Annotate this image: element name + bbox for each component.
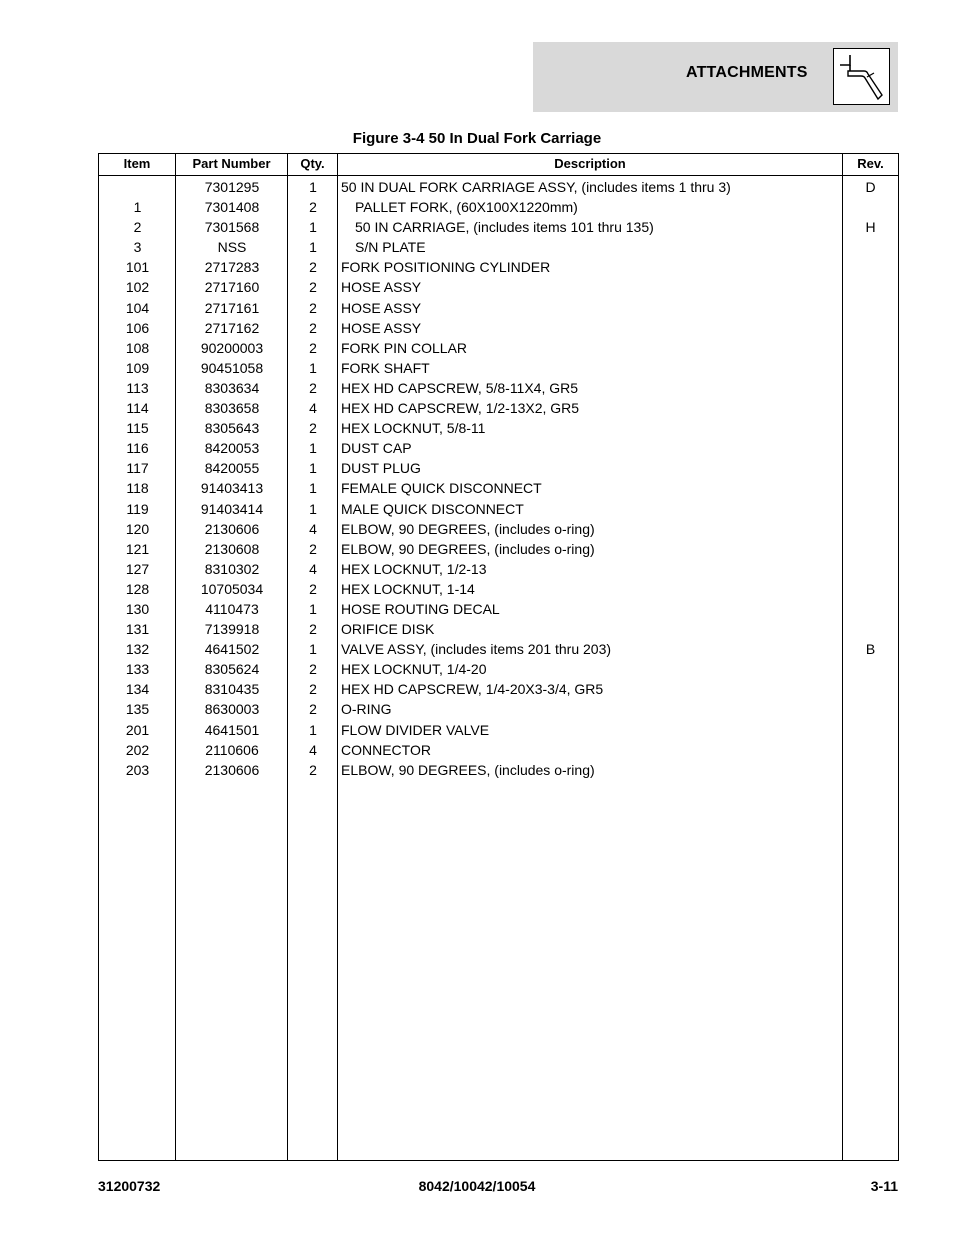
quantity: 1 — [309, 239, 317, 256]
item-number: 3 — [133, 239, 142, 256]
item-number: 114 — [126, 400, 149, 417]
part-number: 4110473 — [205, 600, 259, 617]
quantity: 1 — [309, 460, 317, 477]
quantity: 2 — [309, 379, 317, 396]
item-number: 101 — [125, 259, 150, 276]
description: HOSE ASSY — [341, 279, 422, 296]
description: HOSE ASSY — [341, 299, 422, 316]
model-numbers: 8042/10042/10054 — [418, 1178, 536, 1194]
description: FORK PIN COLLAR — [341, 339, 468, 356]
column-header-part-number: Part Number — [192, 156, 271, 171]
description: DUST PLUG — [341, 460, 421, 477]
part-number: 2130606 — [204, 761, 260, 778]
item-number: 1 — [133, 199, 142, 216]
table-row — [99, 257, 898, 277]
table-row — [99, 539, 898, 559]
revision: B — [865, 641, 876, 658]
table-row — [99, 559, 898, 579]
description: PALLET FORK, (60X100X1220mm) — [355, 199, 578, 216]
table-row — [99, 760, 898, 780]
description: 50 IN CARRIAGE, (includes items 101 thru 135) — [355, 219, 654, 236]
table-row — [99, 639, 898, 659]
part-number: 8310302 — [204, 560, 260, 577]
quantity: 2 — [309, 279, 317, 296]
part-number: 4641502 — [204, 641, 260, 658]
description: DUST CAP — [341, 440, 412, 457]
table-row — [99, 499, 898, 519]
item-number: 128 — [125, 580, 150, 597]
item-number: 104 — [125, 299, 150, 316]
quantity: 2 — [309, 580, 317, 597]
table-row — [99, 458, 898, 478]
part-number: 8630003 — [204, 701, 260, 718]
part-number: 7301295 — [204, 179, 260, 195]
revision: H — [865, 219, 876, 236]
quantity: 1 — [309, 480, 317, 497]
item-number: 131 — [125, 621, 150, 638]
item-number: 120 — [125, 520, 150, 537]
part-number: 8420053 — [204, 440, 260, 457]
description: FORK SHAFT — [341, 359, 430, 376]
header-divider — [99, 175, 898, 176]
item-number: 121 — [125, 540, 150, 557]
quantity: 1 — [309, 440, 317, 457]
description: HEX LOCKNUT, 1/2-13 — [341, 560, 487, 577]
item-number: 132 — [125, 641, 150, 658]
page-number: 3-11 — [870, 1178, 898, 1194]
revision: D — [865, 179, 876, 195]
item-number: 133 — [125, 661, 150, 678]
table-row — [99, 619, 898, 639]
quantity: 4 — [309, 560, 317, 577]
description: HEX HD CAPSCREW, 1/2-13X2, GR5 — [341, 400, 580, 417]
quantity: 2 — [309, 661, 317, 678]
table-row — [99, 720, 898, 740]
table-row — [99, 418, 898, 438]
table-row — [99, 217, 898, 237]
part-number: 7301408 — [204, 199, 260, 216]
item-number: 127 — [125, 560, 150, 577]
part-number: 8305624 — [204, 661, 260, 678]
table-row — [99, 659, 898, 679]
item-number: 203 — [125, 761, 150, 778]
part-number: 8420055 — [204, 460, 260, 477]
table-row — [99, 519, 898, 539]
item-number: 102 — [125, 279, 150, 296]
item-number: 134 — [125, 681, 150, 698]
quantity: 4 — [309, 400, 317, 417]
part-number: 7301568 — [204, 219, 260, 236]
item-number: 116 — [126, 440, 149, 457]
table-row — [99, 298, 898, 318]
description: FEMALE QUICK DISCONNECT — [341, 480, 542, 497]
description: HOSE ASSY — [341, 319, 422, 336]
description: ORIFICE DISK — [341, 621, 435, 638]
part-number: 2130606 — [204, 520, 260, 537]
description: HOSE ROUTING DECAL — [341, 600, 500, 617]
quantity: 2 — [309, 319, 317, 336]
part-number: 10705034 — [200, 580, 264, 597]
part-number: 7139918 — [204, 621, 260, 638]
item-number: 202 — [125, 741, 150, 758]
part-number: 2110606 — [205, 741, 259, 758]
column-header-qty: Qty. — [300, 156, 325, 171]
description: HEX HD CAPSCREW, 5/8-11X4, GR5 — [341, 379, 579, 396]
quantity: 2 — [309, 420, 317, 437]
item-number: 130 — [125, 600, 150, 617]
description: MALE QUICK DISCONNECT — [341, 500, 524, 517]
table-row — [99, 579, 898, 599]
table-row — [99, 277, 898, 297]
description: HEX LOCKNUT, 1-14 — [341, 580, 475, 597]
part-number: NSS — [217, 239, 247, 256]
part-number: 91403413 — [200, 480, 264, 497]
table-row — [99, 237, 898, 257]
part-number: 90451058 — [200, 359, 264, 376]
part-number: 90200003 — [200, 339, 264, 356]
description: 50 IN DUAL FORK CARRIAGE ASSY, (includes items 1 thru 3) — [341, 179, 731, 195]
column-header-description: Description — [554, 156, 626, 171]
quantity: 2 — [309, 540, 317, 557]
quantity: 2 — [309, 681, 317, 698]
section-title: ATTACHMENTS — [686, 64, 808, 81]
part-number: 2717160 — [204, 279, 260, 296]
item-number: 119 — [126, 500, 149, 517]
part-number: 8305643 — [204, 420, 260, 437]
item-number: 118 — [126, 480, 149, 497]
attachment-fork-icon — [833, 48, 890, 105]
part-number: 8303634 — [204, 379, 260, 396]
quantity: 1 — [309, 500, 317, 517]
column-header-item: Item — [123, 156, 151, 171]
quantity: 2 — [309, 761, 317, 778]
description: S/N PLATE — [355, 239, 426, 256]
table-row — [99, 398, 898, 418]
description: ELBOW, 90 DEGREES, (includes o-ring) — [341, 520, 595, 537]
item-number: 115 — [126, 420, 149, 437]
quantity: 1 — [309, 641, 317, 658]
description: ELBOW, 90 DEGREES, (includes o-ring) — [341, 540, 595, 557]
quantity: 1 — [309, 600, 317, 617]
table-row — [99, 478, 898, 498]
table-row — [99, 318, 898, 338]
quantity: 2 — [309, 701, 317, 718]
description: HEX HD CAPSCREW, 1/4-20X3-3/4, GR5 — [341, 681, 604, 698]
part-number: 91403414 — [200, 500, 264, 517]
description: CONNECTOR — [341, 741, 431, 758]
item-number: 2 — [133, 219, 142, 236]
description: VALVE ASSY, (includes items 201 thru 203) — [341, 641, 612, 658]
description: FLOW DIVIDER VALVE — [341, 721, 490, 738]
table-row — [99, 378, 898, 398]
item-number: 108 — [125, 339, 150, 356]
table-row — [99, 177, 898, 197]
table-row — [99, 699, 898, 719]
table-row — [99, 740, 898, 760]
item-number: 135 — [125, 701, 150, 718]
quantity: 1 — [309, 359, 317, 376]
column-header-rev: Rev. — [857, 156, 884, 171]
quantity: 2 — [309, 339, 317, 356]
table-row — [99, 197, 898, 217]
part-number: 8310435 — [204, 681, 260, 698]
item-number: 106 — [125, 319, 150, 336]
part-number: 2717283 — [204, 259, 260, 276]
table-row — [99, 679, 898, 699]
table-row — [99, 438, 898, 458]
quantity: 1 — [309, 179, 317, 195]
description: HEX LOCKNUT, 1/4-20 — [341, 661, 487, 678]
quantity: 2 — [309, 259, 317, 276]
part-number: 2717162 — [204, 319, 260, 336]
part-number: 2130608 — [204, 540, 260, 557]
quantity: 4 — [309, 520, 317, 537]
parts-table — [98, 153, 899, 1161]
item-number: 109 — [125, 359, 150, 376]
table-body — [99, 177, 898, 780]
description: O-RING — [341, 701, 392, 718]
part-number: 4641501 — [204, 721, 260, 738]
part-number: 8303658 — [204, 400, 260, 417]
document-number: 31200732 — [98, 1178, 161, 1194]
item-number: 113 — [126, 379, 149, 396]
table-row — [99, 338, 898, 358]
quantity: 4 — [309, 741, 317, 758]
quantity: 2 — [309, 621, 317, 638]
item-number: 117 — [126, 460, 149, 477]
table-row — [99, 358, 898, 378]
quantity: 2 — [309, 299, 317, 316]
figure-title: Figure 3-4 50 In Dual Fork Carriage — [352, 130, 602, 147]
quantity: 1 — [309, 721, 317, 738]
description: ELBOW, 90 DEGREES, (includes o-ring) — [341, 761, 595, 778]
table-row — [99, 599, 898, 619]
item-number: 201 — [125, 721, 150, 738]
description: HEX LOCKNUT, 5/8-11 — [341, 420, 486, 437]
part-number: 2717161 — [204, 299, 260, 316]
quantity: 2 — [309, 199, 317, 216]
quantity: 1 — [309, 219, 317, 236]
description: FORK POSITIONING CYLINDER — [341, 259, 551, 276]
